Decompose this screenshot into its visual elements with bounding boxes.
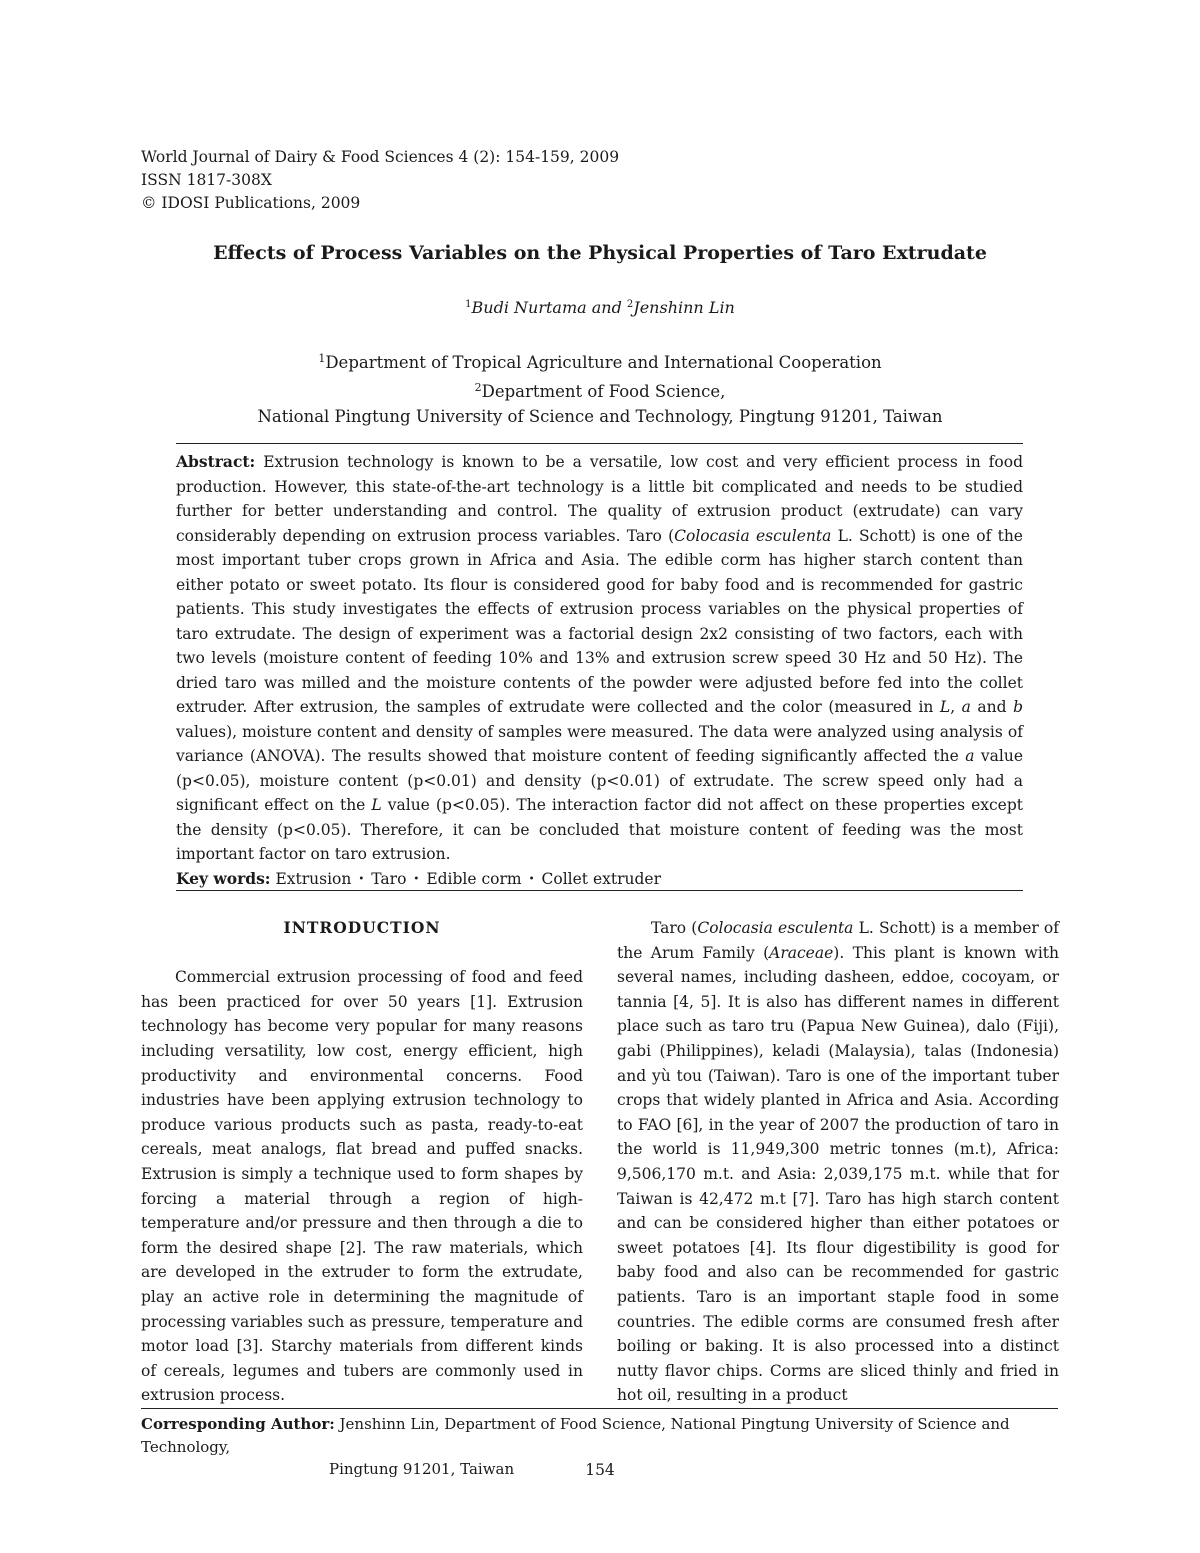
keyword-separator: • bbox=[528, 874, 535, 885]
abstract-sci-name: Colocasia esculenta bbox=[674, 526, 832, 545]
affiliation-2-text: Department of Food Science, bbox=[481, 382, 726, 401]
affiliation-1-mark: 1 bbox=[318, 352, 326, 365]
abstract-top-rule bbox=[176, 443, 1023, 444]
keyword: Taro bbox=[371, 870, 407, 888]
abstract-text: values), moisture content and density of samples were measured. The data were analyzed using analysis of variance (ANOVA). The results showed that moisture content of feeding significantly affected the bbox=[176, 722, 1023, 765]
abstract-text: value (p<0.05). The interaction factor did not affect on these properties except the density (p<0.05). Therefore, it can be concluded that moisture content of feeding was the most important factor on taro extrusion. bbox=[176, 796, 1023, 863]
affiliation-institution: National Pingtung University of Science and Technology, Pingtung 91201, Taiwan bbox=[257, 407, 943, 426]
affiliation-2 bbox=[0, 375, 1200, 404]
corresponding-text: Jenshinn Lin, Department of Food Science, National Pingtung University of Science and Technology, bbox=[141, 1415, 1010, 1456]
abstract-text: L. Schott) is one of the most important tuber crops grown in Africa and Asia. The edible corm has higher starch content than either potato or sweet potato. Its flour is considered good for baby food and is recommended for gastric patients. This study investigates the effects of extrusion process variables on the physical properties of taro extrudate. The design of experiment was a factorial design 2x2 consisting of two factors, each with two levels (moisture content of feeding 10% and 13% and extrusion screw speed 30 Hz and 50 Hz). The dried taro was milled and the moisture contents of the powder were adjusted before fed into the collet extruder. After extrusion, the samples of extrudate were collected and the color (measured in bbox=[176, 526, 1023, 716]
author-2-affil-mark: 2 bbox=[626, 299, 634, 310]
abstract-text: and bbox=[970, 698, 1014, 716]
abstract-var-l: L bbox=[371, 796, 382, 814]
abstract-var-a: a bbox=[961, 698, 971, 716]
right-column bbox=[617, 916, 1059, 1408]
intro-paragraph-1: Commercial extrusion processing of food and feed has been practiced for over 50 years [1]. Extrusion technology has become very popular for many reasons including versatility, low cost, energy efficient, high productivity and environmental concerns. Food industries have been applying extrusion technology to produce various products such as pasta, ready-to-eat cereals, meat analogs, flat bread and puffed snacks. Extrusion is simply a technique used to form shapes by forcing a material through a region of high-temperature and/or pressure and then through a die to form the desired shape [2]. The raw materials, which are developed in the extruder to form the extrudate, play an active role in determining the magnitude of processing variables such as pressure, temperature and motor load [3]. Starchy materials from different kinds of cereals, legumes and tubers are commonly used in extrusion process. bbox=[141, 968, 583, 1405]
abstract-text: Extrusion technology is known to be a versatile, low cost and very efficient process in food production. However, this state-of-the-art technology is a little bit complicated and needs to be studied further for better understanding and control. The quality of extrusion product (extrudate) can vary considerably depending on extrusion process variables. Taro ( bbox=[176, 453, 1023, 545]
body-sci-name: Colocasia esculenta bbox=[697, 919, 854, 937]
abstract-var-a: a bbox=[965, 747, 975, 765]
keyword: Collet extruder bbox=[541, 870, 661, 888]
keyword-separator: • bbox=[413, 874, 420, 885]
keyword: Extrusion bbox=[275, 870, 352, 888]
corresponding-label: Corresponding Author: bbox=[141, 1415, 335, 1433]
publisher: © IDOSI Publications, 2009 bbox=[141, 194, 361, 212]
body-family-name: Araceae bbox=[769, 943, 834, 962]
body-text: Taro ( bbox=[651, 919, 698, 937]
body-text: L. Schott) is a member of the Arum Family ( bbox=[617, 919, 1059, 962]
keywords-label: Key words: bbox=[176, 869, 271, 888]
author-list bbox=[0, 293, 1200, 320]
body-text: ). This plant is known with several names, including dasheen, eddoe, cocoyam, or tannia [4, 5]. It is also has different names in different place such as taro tru (Papua New Guinea), dalo (Fiji), gabi (Philippines), keladi (Malaysia), talas (Indonesia) and yù tou (Taiwan). Taro is one of the important tuber crops that widely planted in Africa and Asia. According to FAO [6], in the year of 2007 the production of taro in the world is 11,949,300 metric tonnes (m.t), Africa: 9,506,170 m.t. and Asia: 2,039,175 m.t. while that for Taiwan is 42,472 m.t [7]. Taro has high starch content and can be considered higher than either potatoes or sweet potatoes [4]. Its flour digestibility is good for baby food and also can be recommended for gastric patients. Taro is an important staple food in some countries. The edible corms are consumed fresh after boiling or baking. It is also processed into a distinct nutty flavor chips. Corms are sliced thinly and fried in hot oil, resulting in a product bbox=[617, 943, 1059, 1405]
abstract bbox=[176, 450, 1023, 867]
journal-header bbox=[141, 146, 619, 215]
affiliation-1 bbox=[0, 346, 1200, 375]
keywords-bottom-rule bbox=[176, 890, 1023, 891]
abstract-var-b: b bbox=[1013, 698, 1023, 716]
keyword-separator: • bbox=[358, 874, 365, 885]
affiliation-2-mark: 2 bbox=[474, 381, 482, 394]
abstract-var-l: L bbox=[939, 698, 951, 716]
abstract-text: value (p<0.05), moisture content (p<0.01) and density (p<0.01) of extrudate. The screw speed only had a significant effect on the bbox=[176, 747, 1024, 814]
section-heading: INTRODUCTION bbox=[283, 918, 441, 937]
author-2: Jenshinn Lin bbox=[633, 298, 735, 317]
affiliation-1-text: Department of Tropical Agriculture and International Cooperation bbox=[325, 353, 882, 372]
abstract-label: Abstract: bbox=[176, 452, 256, 471]
footnote-rule bbox=[141, 1408, 1058, 1409]
affiliations bbox=[0, 346, 1200, 429]
left-column bbox=[141, 916, 583, 1408]
page-number: 154 bbox=[585, 1461, 615, 1479]
journal-citation: World Journal of Dairy & Food Sciences 4 (2): 154-159, 2009 bbox=[141, 148, 620, 166]
issn: ISSN 1817-308X bbox=[141, 171, 272, 189]
keywords bbox=[176, 867, 1023, 892]
intro-paragraph-2 bbox=[617, 916, 1059, 1408]
corresponding-line-1 bbox=[141, 1413, 1058, 1458]
author-1: Budi Nurtama and bbox=[471, 298, 627, 317]
keyword: Edible corm bbox=[426, 870, 522, 888]
paper-title: Effects of Process Variables on the Physical Properties of Taro Extrudate bbox=[213, 242, 987, 264]
abstract-text: , bbox=[950, 698, 962, 716]
author-1-affil-mark: 1 bbox=[465, 299, 472, 310]
corresponding-line-2: Pingtung 91201, Taiwan bbox=[329, 1460, 515, 1478]
